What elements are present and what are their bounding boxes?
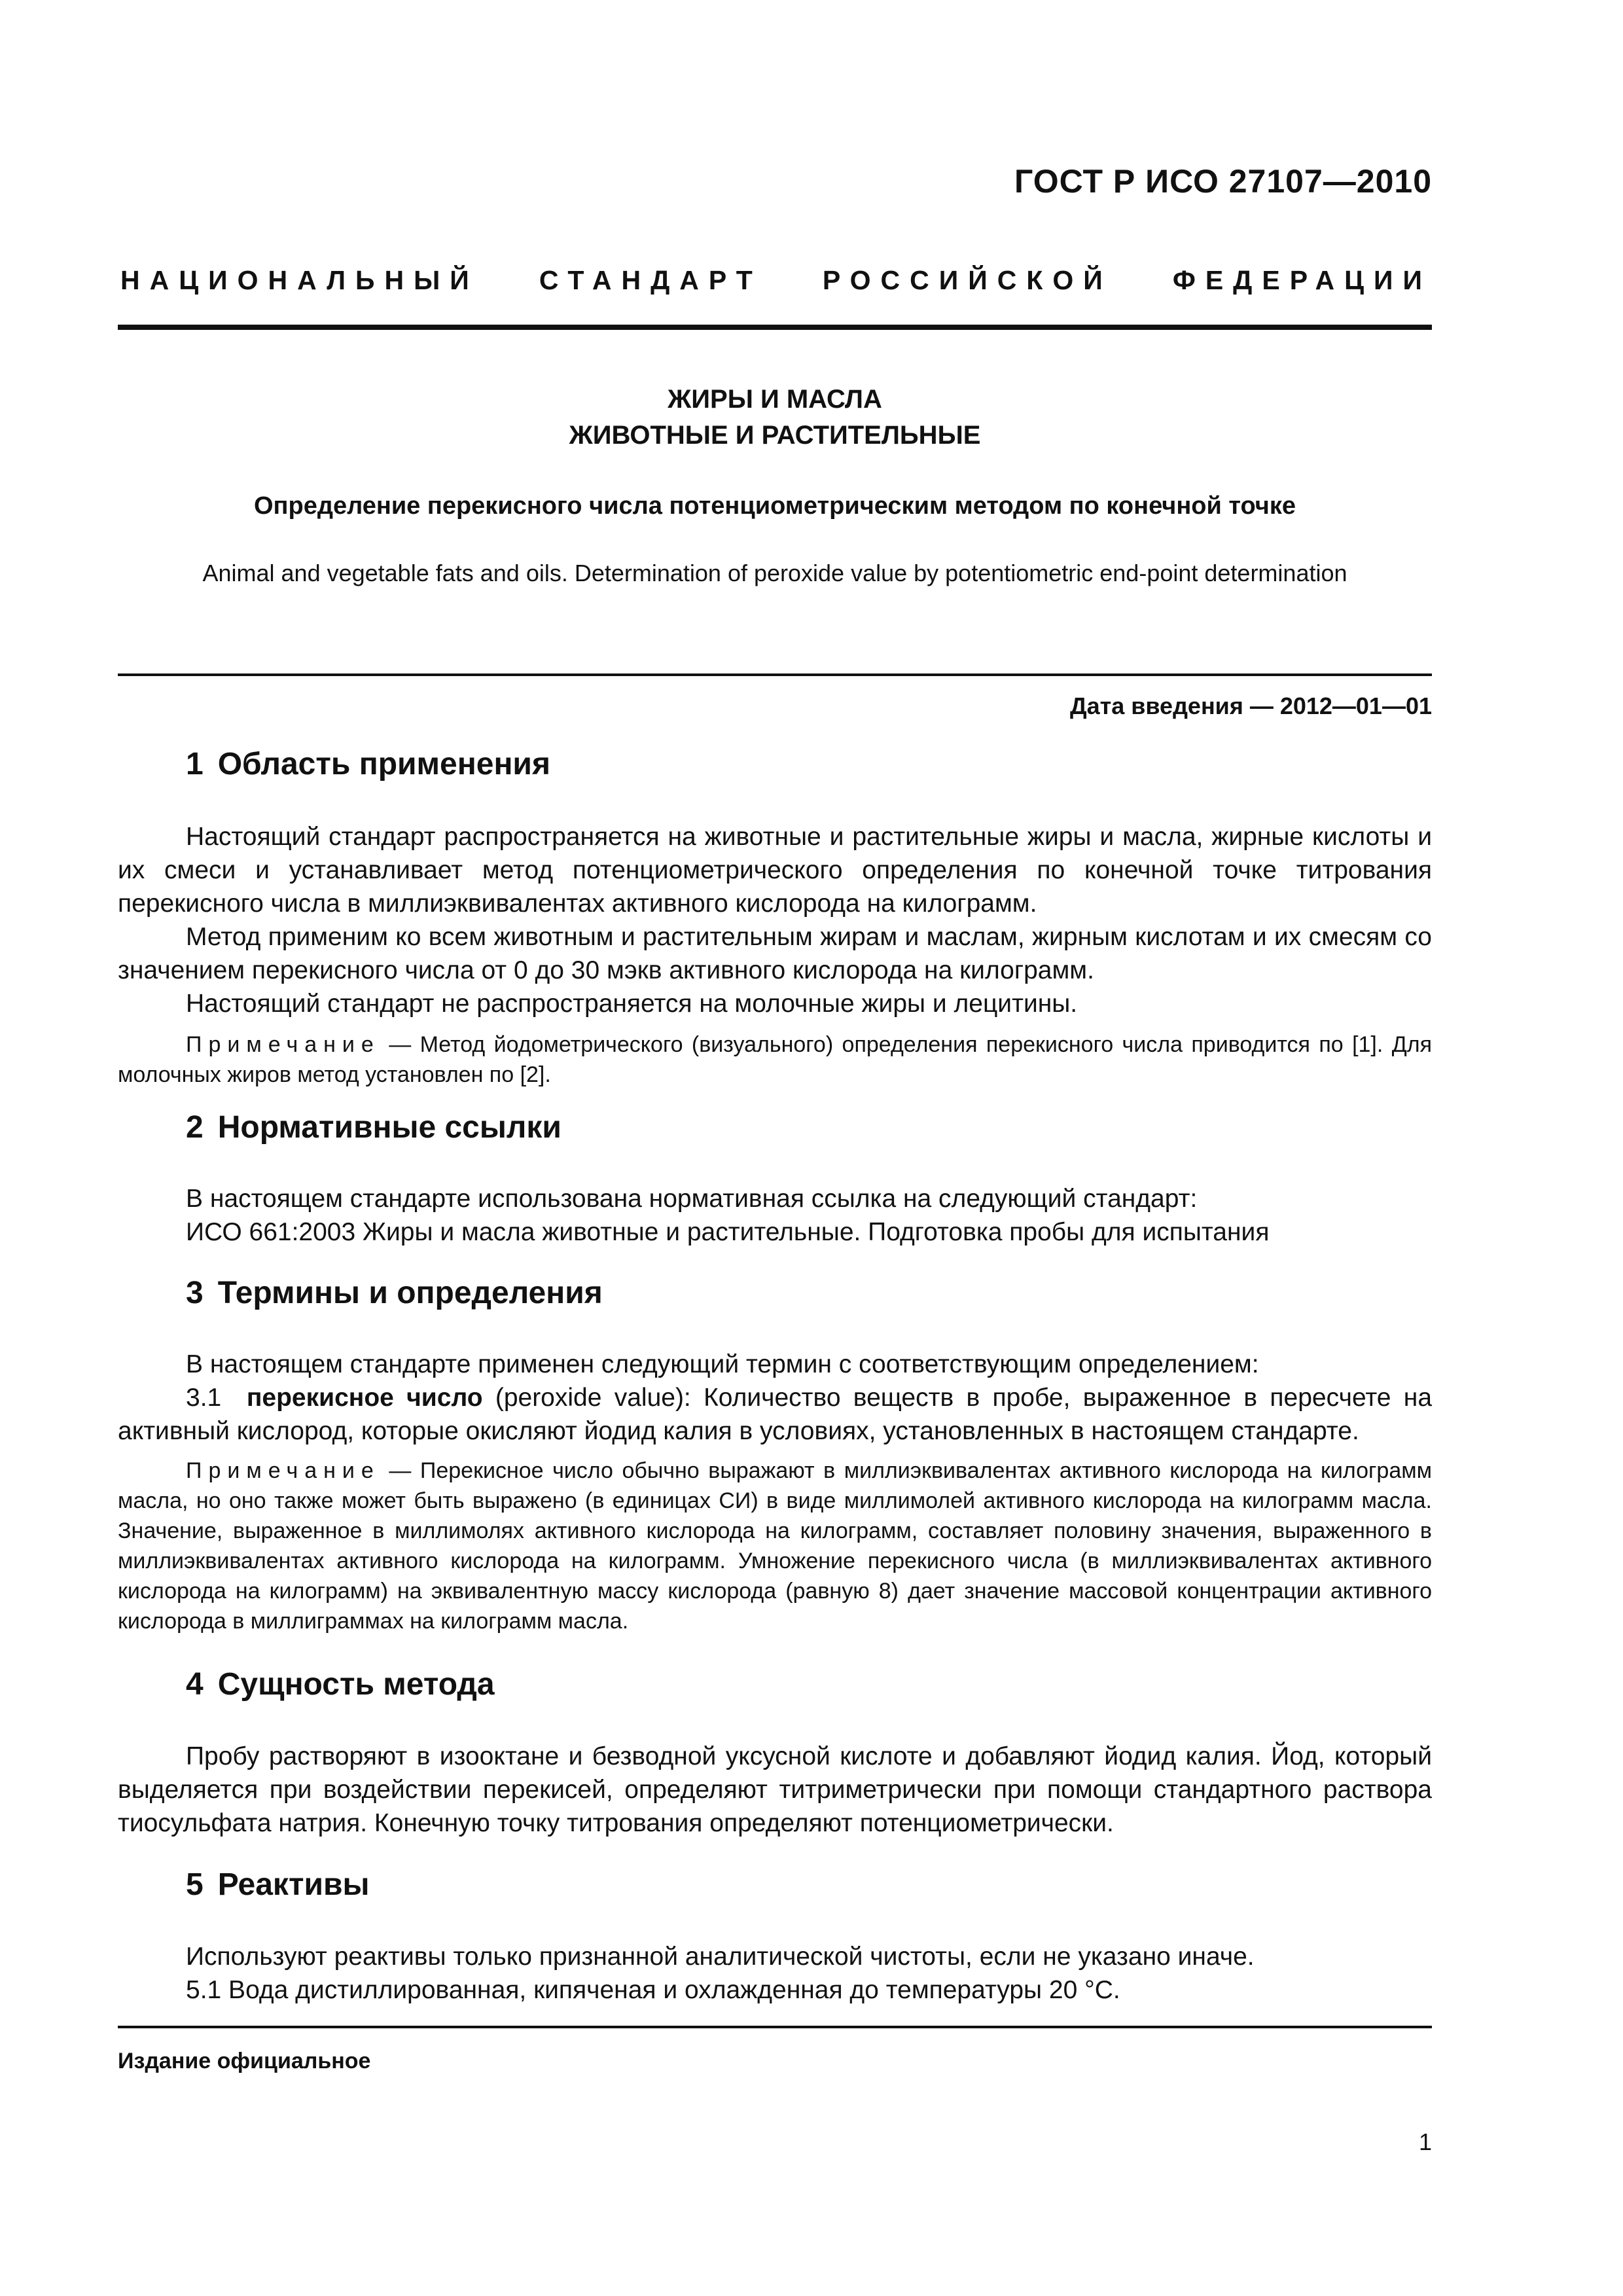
section-title: Область применения — [217, 747, 550, 781]
title-divider — [118, 673, 1432, 676]
reference-item: ИСО 661:2003 Жиры и масла животные и растительные. Подготовка пробы для испытания — [186, 1218, 1270, 1246]
paragraph: Настоящий стандарт не распространяется на молочные жиры и лецитины. — [186, 990, 1078, 1018]
note-label: Примечание — [186, 1458, 380, 1483]
note-text: — Метод йодометрического (визуального) определения перекисного числа приводится по [1]. Для молочных жиров метод установлен по [2]. — [118, 1032, 1432, 1087]
term: перекисное число — [246, 1384, 483, 1412]
section-heading-terms — [186, 1275, 603, 1311]
paragraph: Метод применим ко всем животным и растительным жирам и маслам, жирным кислотам и их смесям со значением перекисного числа от 0 до 30 мэкв активного кислорода на килограмм. — [118, 923, 1432, 984]
section-title: Сущность метода — [217, 1667, 495, 1702]
footer-divider — [118, 2026, 1432, 2028]
section-number: 4 — [186, 1667, 204, 1702]
section-heading-scope — [186, 746, 550, 782]
header-divider — [118, 325, 1432, 330]
section-heading-normative-references — [186, 1109, 562, 1145]
note — [118, 1456, 1432, 1636]
banner-word: ФЕДЕРАЦИИ — [1172, 265, 1432, 295]
paragraph: В настоящем стандарте применен следующий термин с соответствующим определением: — [186, 1350, 1259, 1378]
term-number: 3.1 — [186, 1384, 222, 1412]
edition-label: Издание официальное — [118, 2049, 371, 2073]
national-standard-banner — [120, 265, 1432, 296]
paragraph: Настоящий стандарт распространяется на животные и растительные жиры и масла, жирные кислоты и их смеси и устанавливает метод потенциометрического определения по конечной точке титрования перекисного числа в миллиэквивалентах активного кислорода на килограмм. — [118, 823, 1432, 918]
section-title: Реактивы — [217, 1867, 370, 1902]
title-line-1: ЖИРЫ И МАСЛА — [668, 385, 882, 414]
section-heading-method-essence — [186, 1666, 495, 1702]
gost-number: ГОСТ Р ИСО 27107—2010 — [1014, 163, 1432, 200]
section-number: 2 — [186, 1110, 204, 1145]
page-number: 1 — [1418, 2128, 1432, 2155]
banner-word: НАЦИОНАЛЬНЫЙ — [120, 265, 479, 295]
note-label: Примечание — [186, 1032, 380, 1057]
banner-word: РОССИЙСКОЙ — [822, 265, 1113, 295]
banner-word: СТАНДАРТ — [539, 265, 762, 295]
section-number: 1 — [186, 747, 204, 781]
paragraph: В настоящем стандарте использована нормативная ссылка на следующий стандарт: — [186, 1185, 1198, 1213]
document-subtitle: Определение перекисного числа потенциометрическим методом по конечной точке — [253, 492, 1296, 520]
term-definition — [118, 1381, 1432, 1448]
paragraph: Пробу растворяют в изооктане и безводной уксусной кислоте и добавляют йодид калия. Йод, который выделяется при воздействии перекисей, определяют титриметрически при помощи стандартного раствора тиосульфата натрия. Конечную точку титрования определяют потенциометрически. — [118, 1742, 1432, 1837]
title-line-2: ЖИВОТНЫЕ И РАСТИТЕЛЬНЫЕ — [569, 421, 981, 450]
section-heading-reagents — [186, 1867, 369, 1903]
section-title: Термины и определения — [217, 1276, 603, 1310]
paragraph: Используют реактивы только признанной аналитической чистоты, если не указано иначе. — [186, 1943, 1255, 1971]
section-number: 3 — [186, 1276, 204, 1310]
note — [118, 1030, 1432, 1090]
term-definition-text: (peroxide value): Количество веществ в пробе, выраженное в пересчете на активный кислород, которые окисляют йодид калия в условиях, установленных в настоящем стандарте. — [118, 1384, 1433, 1445]
note-text: — Перекисное число обычно выражают в миллиэквивалентах активного кислорода на килограмм масла, но оно также может быть выражено (в единицах СИ) в виде миллимолей активного кислорода на килограмм масла. Значение, выраженное в миллимолях активного кислорода на килограмм, составляет половину значения, выраженного в миллиэквивалентах активного кислорода на килограмм. Умножение перекисного числа (в миллиэквивалентах активного кислорода на килограмм) на эквивалентную массу кислорода (равную 8) дает значение массовой концентрации активного кислорода в миллиграммах на килограмм масла. — [118, 1458, 1432, 1634]
section-number: 5 — [186, 1867, 204, 1902]
english-title: Animal and vegetable fats and oils. Determination of peroxide value by potentiometric end-point determination — [202, 560, 1347, 586]
section-title: Нормативные ссылки — [217, 1110, 562, 1145]
introduction-date: Дата введения — 2012—01—01 — [1069, 692, 1432, 719]
paragraph: 5.1 Вода дистиллированная, кипяченая и охлажденная до температуры 20 °С. — [186, 1976, 1120, 2004]
